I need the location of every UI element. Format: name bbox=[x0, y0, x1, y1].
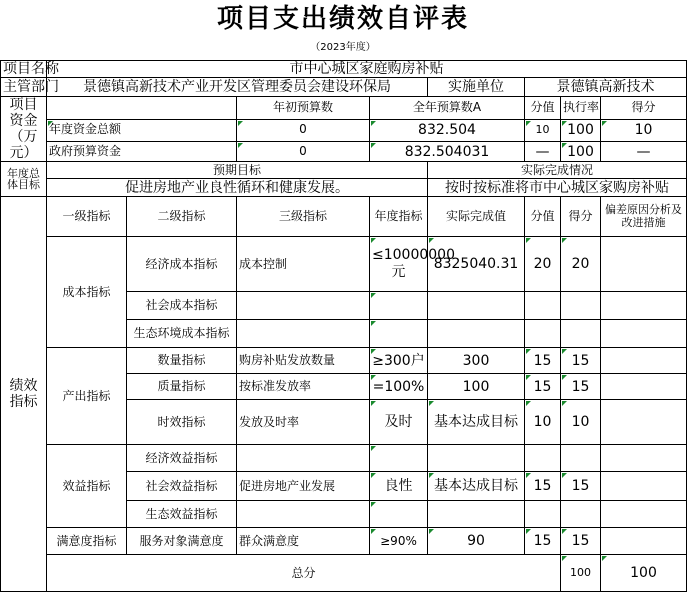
annual-target: 良性 bbox=[370, 472, 428, 501]
score: 15 bbox=[561, 472, 601, 501]
indicator-header-score-value: 分值 bbox=[525, 197, 561, 237]
funds-header-score-value: 分值 bbox=[525, 97, 561, 120]
level3-indicator: 发放及时率 bbox=[237, 400, 370, 445]
indicator-header-level1: 一级指标 bbox=[47, 197, 127, 237]
funds-row-score: — bbox=[601, 142, 687, 162]
dept-label: 主管部门 bbox=[1, 78, 47, 97]
funds-row-score-value: 10 bbox=[525, 119, 561, 142]
deviation-note bbox=[601, 374, 687, 400]
annual-target: 及时 bbox=[370, 400, 428, 445]
indicator-header-score: 得分 bbox=[561, 197, 601, 237]
indicator-header-actual: 实际完成值 bbox=[428, 197, 525, 237]
level3-indicator: 按标准发放率 bbox=[237, 374, 370, 400]
score: 10 bbox=[561, 400, 601, 445]
actual-value: 基本达成目标 bbox=[428, 472, 525, 501]
goals-expected: 促进房地产业良性循环和健康发展。 bbox=[47, 179, 428, 197]
indicator-header-level2: 二级指标 bbox=[127, 197, 237, 237]
funds-row-annual: 832.504 bbox=[370, 119, 525, 142]
funds-label: 项目资金（万元） bbox=[1, 97, 47, 162]
deviation-note bbox=[601, 400, 687, 445]
level2-indicator: 经济成本指标 bbox=[127, 237, 237, 292]
impl-unit: 景德镇高新技术 bbox=[525, 78, 687, 97]
funds-header-blank bbox=[47, 97, 237, 120]
score-value: 15 bbox=[525, 528, 561, 555]
deviation-note bbox=[601, 472, 687, 501]
indicator-header-target: 年度指标 bbox=[370, 197, 428, 237]
level2-indicator: 经济效益指标 bbox=[127, 445, 237, 472]
goals-actual: 按时按标准将市中心城区家购房补贴 bbox=[428, 179, 687, 197]
deviation-note bbox=[601, 237, 687, 292]
indicator-header-level3: 三级指标 bbox=[237, 197, 370, 237]
score-value: 15 bbox=[525, 348, 561, 374]
level2-indicator: 生态环境成本指标 bbox=[127, 320, 237, 348]
benefit-indicator-label: 效益指标 bbox=[47, 445, 127, 528]
impl-label: 实施单位 bbox=[428, 78, 525, 97]
funds-row-annual: 832.504031 bbox=[370, 142, 525, 162]
actual-value: 100 bbox=[428, 374, 525, 400]
score-value: 15 bbox=[525, 472, 561, 501]
total-score: 100 bbox=[601, 555, 687, 592]
total-label: 总分 bbox=[47, 555, 561, 592]
actual-value: 基本达成目标 bbox=[428, 400, 525, 445]
goals-actual-header: 实际完成情况 bbox=[428, 162, 687, 179]
score-value: 20 bbox=[525, 237, 561, 292]
level2-indicator: 质量指标 bbox=[127, 374, 237, 400]
score-value: 10 bbox=[525, 400, 561, 445]
deviation-note bbox=[601, 528, 687, 555]
total-score-value: 100 bbox=[561, 555, 601, 592]
indicators-label: 绩效指标 bbox=[1, 197, 47, 592]
level3-indicator: 群众满意度 bbox=[237, 528, 370, 555]
report-year: （2023年度） bbox=[310, 42, 376, 53]
level3-indicator: 购房补贴发放数量 bbox=[237, 348, 370, 374]
level2-indicator: 服务对象满意度 bbox=[127, 528, 237, 555]
goals-expected-header: 预期目标 bbox=[47, 162, 428, 179]
level2-indicator: 社会成本指标 bbox=[127, 292, 237, 320]
annual-target: ≥300户 bbox=[370, 348, 428, 374]
level3-indicator: 成本控制 bbox=[237, 237, 370, 292]
funds-row-rate: 100 bbox=[561, 142, 601, 162]
self-evaluation-table bbox=[0, 60, 687, 592]
annual-target: ≥90% bbox=[370, 528, 428, 555]
score: 15 bbox=[561, 528, 601, 555]
level2-indicator: 时效指标 bbox=[127, 400, 237, 445]
funds-header-initial: 年初预算数 bbox=[237, 97, 370, 120]
score: 20 bbox=[561, 237, 601, 292]
annual-target: ≤10000000元 bbox=[370, 237, 428, 292]
dept-name: 景德镇高新技术产业开发区管理委员会建设环保局 bbox=[47, 78, 428, 97]
indicator-header-deviation: 偏差原因分析及改进措施 bbox=[601, 197, 687, 237]
level2-indicator: 数量指标 bbox=[127, 348, 237, 374]
actual-value: 90 bbox=[428, 528, 525, 555]
satisfaction-indicator-label: 满意度指标 bbox=[47, 528, 127, 555]
funds-header-rate: 执行率 bbox=[561, 97, 601, 120]
output-indicator-label: 产出指标 bbox=[47, 348, 127, 445]
funds-row-rate: 100 bbox=[561, 119, 601, 142]
funds-row-score-value: — bbox=[525, 142, 561, 162]
funds-row-initial: 0 bbox=[237, 119, 370, 142]
level2-indicator: 生态效益指标 bbox=[127, 501, 237, 528]
level3-indicator: 促进房地产业发展 bbox=[237, 472, 370, 501]
funds-header-score: 得分 bbox=[601, 97, 687, 120]
funds-header-annual: 全年预算数A bbox=[370, 97, 525, 120]
cost-indicator-label: 成本指标 bbox=[47, 237, 127, 348]
page-title: 项目支出绩效自评表 bbox=[216, 4, 469, 34]
actual-value: 300 bbox=[428, 348, 525, 374]
funds-row-name: 年度资金总额 bbox=[47, 119, 237, 142]
annual-target: =100% bbox=[370, 374, 428, 400]
score: 15 bbox=[561, 348, 601, 374]
project-name: 市中心城区家庭购房补贴 bbox=[47, 61, 687, 78]
score-value: 15 bbox=[525, 374, 561, 400]
goals-label: 年度总体目标 bbox=[1, 162, 47, 197]
funds-row-score: 10 bbox=[601, 119, 687, 142]
deviation-note bbox=[601, 348, 687, 374]
funds-row-initial: 0 bbox=[237, 142, 370, 162]
funds-row-name: 政府预算资金 bbox=[47, 142, 237, 162]
project-name-label: 项目名称 bbox=[1, 61, 47, 78]
actual-value: 8325040.31 bbox=[428, 237, 525, 292]
level2-indicator: 社会效益指标 bbox=[127, 472, 237, 501]
score: 15 bbox=[561, 374, 601, 400]
